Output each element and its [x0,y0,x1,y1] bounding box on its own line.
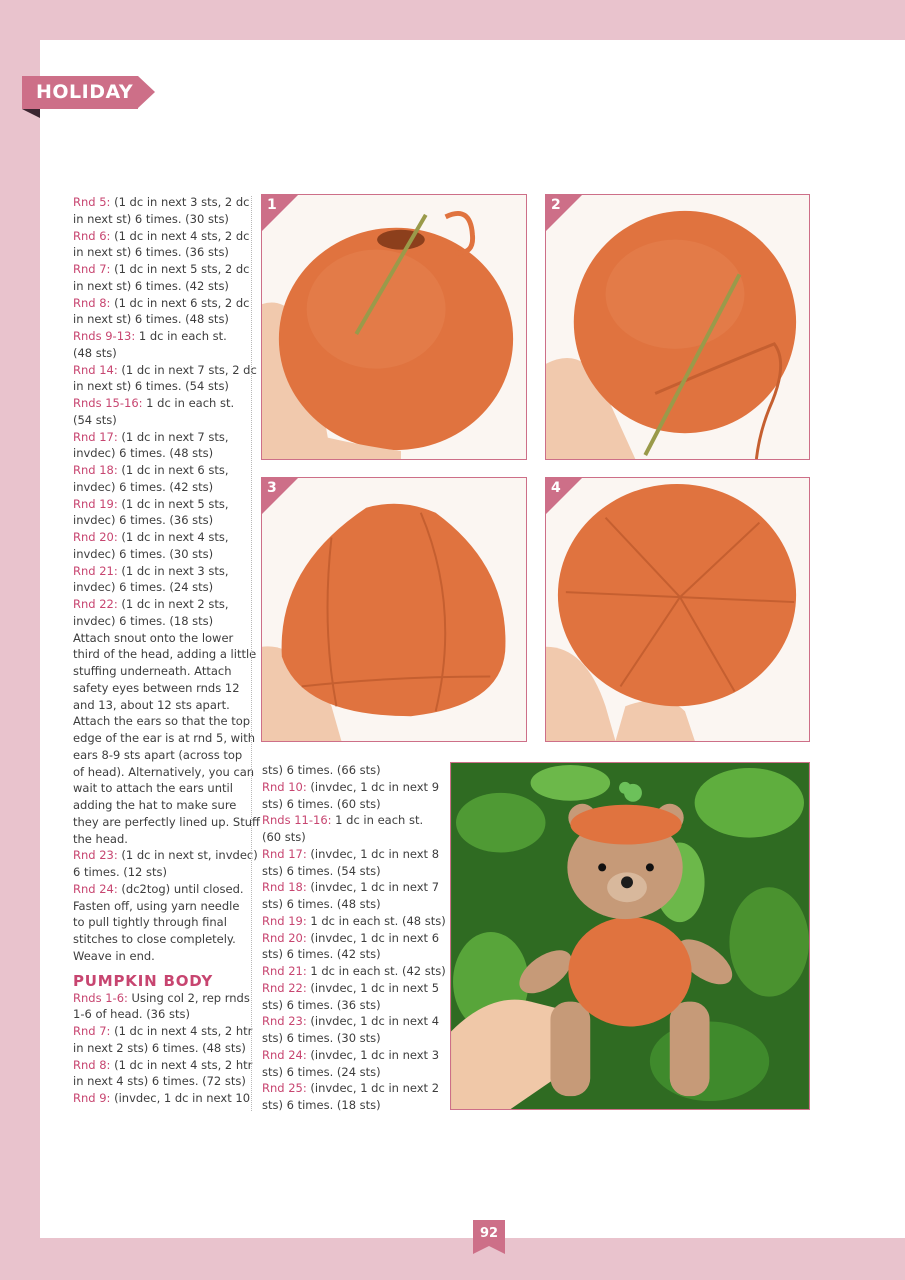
pattern-line [73,479,249,496]
pattern-line [73,412,249,429]
pattern-line [73,814,260,831]
round-instruction: (48 sts) [73,345,117,360]
round-instruction: (1 dc in next 7 sts, 2 dc [117,362,257,377]
round-instruction: (1 dc in next 5 sts, [117,496,229,511]
round-label: Rnd 22: [73,597,118,611]
section-tag-fold [22,109,40,118]
pattern-line [73,1073,249,1090]
round-instruction: (invdec, 1 dc in next 8 [306,846,440,861]
pattern-line [73,831,249,848]
round-label: Rnd 8: [73,1057,111,1072]
pattern-line [73,563,249,580]
round-label: Rnd 9: [73,1091,111,1105]
pattern-line [73,1040,249,1057]
pattern-line [73,931,249,948]
round-instruction: in next st) 6 times. (30 sts) [73,211,229,226]
pattern-line [73,898,249,915]
round-instruction: (1 dc in next 4 sts, 2 htr [110,1024,253,1038]
section-tag-arrow [138,76,155,108]
round-instruction: (1 dc in next 3 sts, 2 dc [110,195,250,209]
pattern-line [262,1013,440,1030]
round-instruction: ears 8-9 sts apart (across top [73,747,243,762]
round-instruction: in next st) 6 times. (54 sts) [73,379,229,394]
step-photo-4 [545,477,810,742]
round-label: Rnds 11-16: [262,813,332,828]
round-label: Rnd 17: [262,846,307,861]
pattern-line [73,646,257,663]
round-instruction: Attach the ears so that the top [73,714,251,729]
round-instruction: and 13, about 12 sts apart. [73,697,230,712]
pattern-line [262,779,440,796]
round-label: Rnd 8: [73,295,111,310]
round-label: Rnd 20: [73,530,118,544]
pattern-line [262,796,434,813]
round-instruction: (1 dc in next 7 sts, [117,429,229,444]
pattern-line [262,1064,434,1081]
pattern-line [73,211,249,228]
round-instruction: sts) 6 times. (30 sts) [262,1031,381,1045]
pattern-line [73,847,258,864]
pattern-column-1 [73,194,260,1107]
round-instruction: stuffing underneath. Attach [73,664,232,678]
round-instruction: 1 dc in each st. [135,329,227,343]
pattern-line [73,378,249,395]
pattern-line [73,864,249,881]
round-instruction: in next st) 6 times. (48 sts) [73,312,229,327]
pattern-line [73,445,249,462]
pattern-line [262,812,434,829]
round-instruction: adding the hat to make sure [73,798,237,812]
pattern-line [262,1097,434,1114]
pattern-line [262,896,434,913]
round-instruction: invdec) 6 times. (18 sts) [73,613,214,628]
round-instruction: to pull tightly through final [73,915,227,930]
round-instruction: safety eyes between rnds 12 [73,680,240,695]
round-label: Rnd 25: [262,1081,307,1096]
pattern-line [262,1047,440,1064]
round-instruction: (1 dc in next 5 sts, 2 dc [110,262,250,276]
round-instruction: sts) 6 times. (60 sts) [262,796,381,811]
round-instruction: (invdec, 1 dc in next 5 [306,980,440,995]
pumpkin-body-heading: PUMPKIN BODY [73,971,214,990]
round-label: Rnds 15-16: [73,396,143,410]
round-instruction: invdec) 6 times. (48 sts) [73,446,214,461]
round-instruction: wait to attach the ears until [73,781,233,796]
pattern-line [73,730,256,747]
pattern-line [262,930,440,947]
pattern-line [73,194,249,211]
pattern-line [73,1023,253,1040]
round-instruction: the head. [73,831,128,846]
round-label: Rnd 20: [262,930,307,945]
pattern-line [73,244,249,261]
round-instruction: invdec) 6 times. (30 sts) [73,546,214,561]
round-label: Rnd 23: [73,848,118,863]
pattern-line [262,913,446,930]
round-label: Rnds 1-6: [73,990,128,1005]
pattern-line [73,496,249,513]
pattern-line [262,762,434,779]
pattern-column-2 [262,762,446,1114]
page-number: 92 [473,1220,505,1246]
pattern-line [73,764,255,781]
pattern-line [73,881,249,898]
pattern-line [73,713,249,730]
round-instruction: (1 dc in next 4 sts, [117,530,229,544]
bear-in-pumpkin-costume-image [451,763,809,1109]
crochet-ball-sewing-image [546,195,809,459]
pattern-line [262,1030,434,1047]
shaped-pumpkin-side-image [262,478,526,741]
round-instruction: 1 dc in each st. (42 sts) [306,964,446,978]
pattern-line [73,512,249,529]
finished-bear-photo [450,762,810,1110]
round-instruction: (54 sts) [73,412,117,427]
round-label: Rnd 18: [262,880,307,895]
round-instruction: (1 dc in next 4 sts, 2 htr [110,1057,253,1072]
section-tag: HOLIDAY [22,76,138,109]
round-instruction: invdec) 6 times. (24 sts) [73,580,214,595]
pattern-line [73,429,249,446]
round-instruction: (invdec, 1 dc in next 2 [306,1081,440,1096]
round-label: Rnd 18: [73,463,118,477]
round-label: Rnd 19: [262,913,307,928]
round-instruction: (invdec, 1 dc in next 10 [110,1091,251,1105]
pattern-line [73,797,249,814]
round-instruction: Using col 2, rep rnds [127,990,250,1005]
pattern-line [73,278,249,295]
pattern-line [73,1006,249,1023]
round-instruction: third of the head, adding a little [73,647,257,662]
round-instruction: sts) 6 times. (18 sts) [262,1098,381,1112]
round-label: Rnd 21: [73,563,118,578]
pattern-line [262,863,434,880]
round-label: Rnd 6: [73,228,111,243]
round-instruction: (1 dc in next 3 sts, [117,563,229,578]
round-instruction: Fasten off, using yarn needle [73,898,240,913]
pattern-line [73,1057,253,1074]
round-instruction: sts) 6 times. (54 sts) [262,863,381,878]
pattern-line [262,846,440,863]
round-label: Rnd 14: [73,362,118,377]
pattern-line [262,963,446,980]
pattern-line [73,680,249,697]
pattern-line [73,613,249,630]
round-instruction: in next 4 sts) 6 times. (72 sts) [73,1074,246,1089]
round-instruction: 1 dc in each st. [331,813,424,828]
pattern-line [73,345,249,362]
step-number: 3 [267,480,277,496]
round-instruction: sts) 6 times. (36 sts) [262,997,381,1012]
pattern-line [73,1090,249,1107]
round-label: Rnd 23: [262,1014,307,1029]
round-instruction: 1-6 of head. (36 sts) [73,1007,190,1022]
round-instruction: (1 dc in next 6 sts, 2 dc [110,295,250,310]
pattern-line [73,780,249,797]
crochet-ball-with-needle-image [262,195,526,459]
round-label: Rnd 10: [262,779,307,794]
round-instruction: invdec) 6 times. (42 sts) [73,479,214,494]
pattern-line [73,596,249,613]
pumpkin-bottom-view-image [546,478,809,741]
pattern-line [73,362,257,379]
round-instruction: sts) 6 times. (24 sts) [262,1064,381,1079]
pattern-line [73,663,249,680]
round-instruction: stitches to close completely. [73,932,236,946]
pattern-line [73,990,249,1007]
round-instruction: in next st) 6 times. (42 sts) [73,278,229,293]
pattern-line [73,914,249,931]
pattern-line [73,546,249,563]
round-instruction: (dc2tog) until closed. [117,881,244,896]
round-instruction: (1 dc in next 2 sts, [117,597,229,611]
step-number: 1 [267,197,277,213]
pattern-line [73,311,249,328]
round-instruction: (invdec, 1 dc in next 7 [306,880,440,895]
round-instruction: sts) 6 times. (48 sts) [262,897,381,911]
pattern-line [73,261,249,278]
pattern-line [262,980,440,997]
round-instruction: sts) 6 times. (42 sts) [262,947,381,962]
round-instruction: (invdec, 1 dc in next 9 [306,779,440,794]
page-number-notch [473,1246,505,1254]
pattern-line [73,328,249,345]
round-instruction: (invdec, 1 dc in next 3 [306,1047,440,1062]
step-photo-1 [261,194,527,460]
round-instruction: they are perfectly lined up. Stuff [73,814,260,829]
pattern-line [262,1080,440,1097]
round-instruction: (invdec, 1 dc in next 6 [306,930,440,945]
round-label: Rnd 5: [73,195,111,209]
round-instruction: Attach snout onto the lower [73,630,234,645]
round-label: Rnd 24: [262,1047,307,1062]
pattern-line [73,948,249,965]
round-label: Rnd 7: [73,1024,111,1038]
pattern-line [73,747,249,764]
round-instruction: sts) 6 times. (66 sts) [262,763,381,777]
round-label: Rnd 21: [262,964,307,978]
pattern-line [73,630,249,647]
step-photo-3 [261,477,527,742]
round-instruction: (1 dc in next 4 sts, 2 dc [110,228,250,243]
round-instruction: 6 times. (12 sts) [73,865,168,879]
round-label: Rnd 17: [73,429,118,444]
step-number: 2 [551,197,561,213]
round-label: Rnd 19: [73,496,118,511]
pattern-line [262,829,434,846]
step-number: 4 [551,480,561,496]
pattern-line [73,228,249,245]
round-instruction: 1 dc in each st. [142,396,235,410]
round-instruction: (60 sts) [262,830,306,844]
round-instruction: of head). Alternatively, you can [73,764,255,779]
round-instruction: (1 dc in next st, invdec) [117,848,258,863]
column-divider [251,196,252,1111]
round-instruction: in next st) 6 times. (36 sts) [73,245,229,260]
pattern-line [73,529,249,546]
pattern-line [73,579,249,596]
pattern-line [73,295,249,312]
pattern-line [73,462,249,479]
pattern-line [262,997,434,1014]
pattern-line [262,879,440,896]
round-label: Rnd 24: [73,881,118,896]
round-instruction: Weave in end. [73,948,155,963]
pattern-line [262,946,434,963]
round-instruction: in next 2 sts) 6 times. (48 sts) [73,1040,246,1055]
round-instruction: edge of the ear is at rnd 5, with [73,731,256,745]
round-instruction: (1 dc in next 6 sts, [117,463,229,477]
round-label: Rnd 22: [262,980,307,995]
round-instruction: invdec) 6 times. (36 sts) [73,513,214,528]
step-photo-2 [545,194,810,460]
pattern-line [73,395,249,412]
round-label: Rnds 9-13: [73,329,136,343]
round-instruction: (invdec, 1 dc in next 4 [306,1014,440,1029]
round-instruction: 1 dc in each st. (48 sts) [306,913,446,928]
round-label: Rnd 7: [73,262,111,276]
pattern-line [73,697,249,714]
